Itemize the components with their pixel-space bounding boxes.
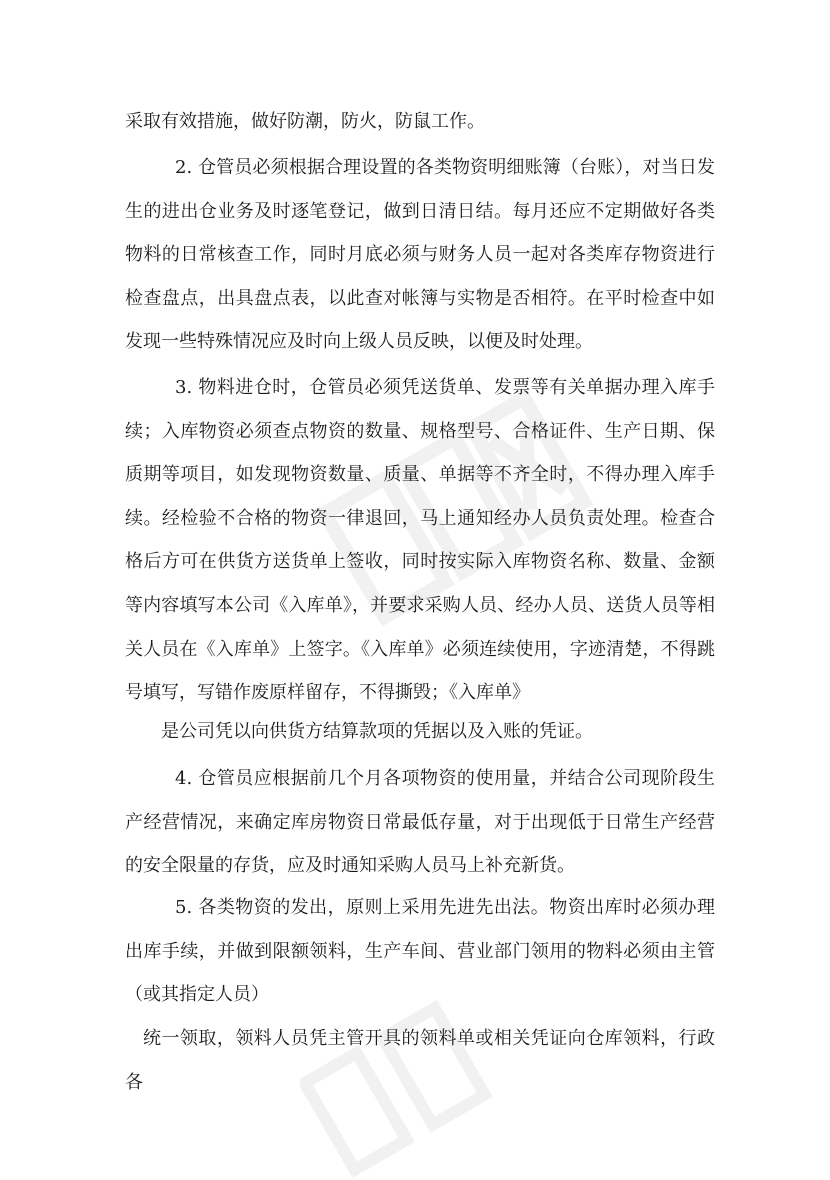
paragraph-4: 是公司凭以向供货方结算款项的凭据以及入账的凭证。 bbox=[161, 721, 593, 742]
paragraph-7: 统一领取，领料人员凭主管开具的领料单或相关凭证向仓库领料，行政各 bbox=[125, 1028, 715, 1093]
paragraph-2: 2. 仓管员必须根据合理设置的各类物资明细账簿（台账），对当日发生的进出仓业务及时逐笔登记，做到日清日结。每月还应不定期做好各类物料的日常核查工作，同时月底必须与财务人员一起对各类库存物资进行检查盘点，出具盘点表，以此查对帐簿与实物是否相符。在平时检查中如发现一些特殊情况应及时向上级人员反映，以便及时处理。 bbox=[125, 157, 715, 353]
paragraph-5: 4. 仓管员应根据前几个月各项物资的使用量，并结合公司现阶段生产经营情况，来确定库房物资日常最低存量，对于出现低于日常生产经营的安全限量的存货，应及时通知采购人员马上补充新货。 bbox=[125, 768, 715, 877]
paragraph-1: 采取有效措施，做好防潮，防火，防鼠工作。 bbox=[125, 111, 485, 132]
paragraph-6: 5. 各类物资的发出，原则上采用先进先出法。物资出库时必须办理出库手续，并做到限额领料，生产车间、营业部门领用的物料必须由主管（或其指定人员） bbox=[125, 897, 715, 1006]
paragraph-3: 3. 物料进仓时，仓管员必须凭送货单、发票等有关单据办理入库手续；入库物资必须查点物资的数量、规格型号、合格证件、生产日期、保质期等项目，如发现物资数量、质量、单据等不齐全时，不得办理入库手续。经检验不合格的物资一律退回，马上通知经办人员负责处理。检查合格后方可在供货方送货单上签收，同时按实际入库物资名称、数量、金额等内容填写本公司《入库单》，并要求采购人员、经办人员、送货人员等相关人员在《入库单》上签字。《入库单》必须连续使用，字迹清楚，不得跳号填写，写错作废原样留存，不得撕毁；《入库单》 bbox=[125, 377, 715, 704]
